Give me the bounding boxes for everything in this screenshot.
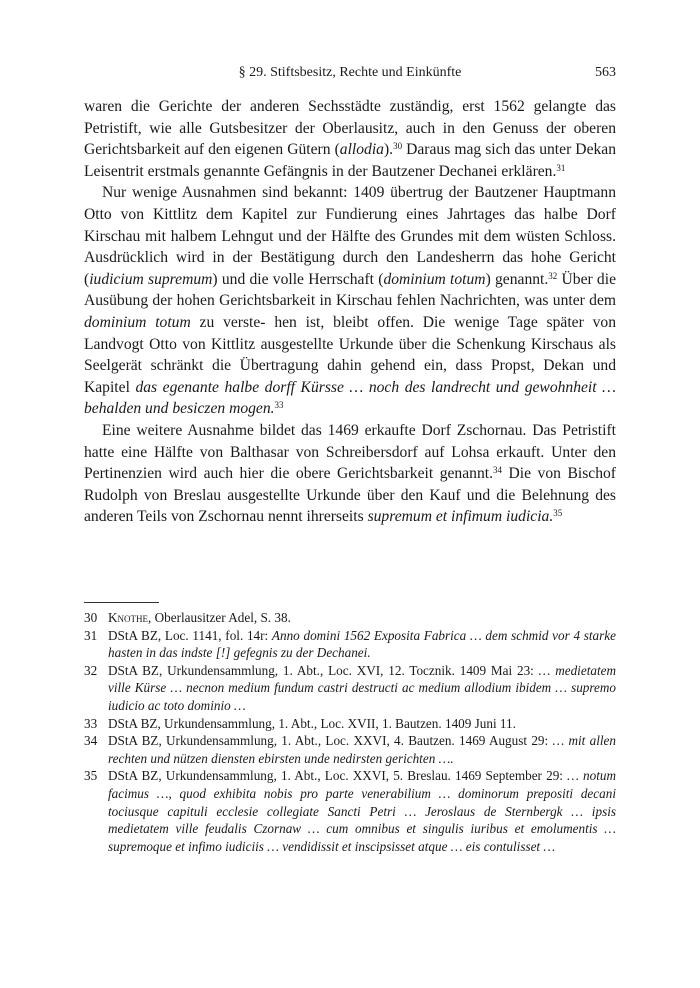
footnote-divider	[84, 602, 159, 603]
italic-run: das egenante halbe dorff Kürsse … noch des landrecht und gewohnheit … behalden und besiczen mogen.	[84, 378, 617, 418]
footnote-33	[84, 715, 616, 733]
running-title: § 29. Stiftsbesitz, Rechte und Einkünfte	[238, 65, 462, 80]
footnote-30	[84, 609, 616, 627]
text-run: , Oberlausitzer Adel, S. 38.	[148, 610, 291, 625]
text-run: Nur wenige Ausnahmen sind bekannt: 1409 übertrug der Bautzener Hauptmann Otto von Kittlitz dem Kapitel zur Fundierung eines Jahrtages das halbe Dorf Kirschau mit halbem Lehngut und der Hälfte des Grundes mit dem wüsten Schloss. Ausdrücklich wird in der Bestätigung durch den Landesherrn das hohe Gericht (	[84, 184, 616, 288]
paragraph-1	[84, 96, 616, 182]
footnote-31	[84, 627, 616, 662]
footnote-ref[interactable]: 30	[393, 141, 403, 152]
italic-run: supremum et infimum iudicia.	[367, 508, 554, 526]
author-name: Knothe	[108, 610, 149, 625]
text-run: ).	[383, 141, 394, 159]
text-run: waren die Gerichte der anderen Sechsstädte zuständig, erst 1562 gelangte das Petristift, wie alle Gutsbesitzer der Oberlausitz, auch in den Genuss der oberen Gerichtsbarkeit auf den eigenen Gütern (	[84, 98, 616, 159]
italic-run: … mit allen rechten und nützen diensten ebirsten unde nedirsten gerichten ….	[108, 733, 616, 766]
footnote-ref[interactable]: 33	[274, 400, 284, 411]
footnotes	[84, 609, 616, 855]
text-run: DStA BZ, Urkundensammlung, 1. Abt., Loc. XVII, 1. Bautzen. 1409 Juni 11.	[108, 715, 516, 731]
footnote-text	[108, 732, 616, 767]
footnote-ref[interactable]: 35	[553, 508, 563, 519]
italic-run: … medietatem ville Kürse … necnon medium fundum castri destructi ac medium allodium ibidem … supremo iudicio ac toto dominio …	[108, 662, 616, 713]
footnote-text	[108, 767, 616, 855]
paragraph-3	[84, 420, 616, 528]
paragraph-2	[84, 182, 616, 420]
text-run: zu verste- hen ist, bleibt offen. Die wenige Tage später von Landvogt Otto von Kittlitz ausgestellte Urkunde über die Schenkung Kirschaus als Seelgerät schränkt die Übertragung dahin gehend ein, dass Propst, Dekan und Kapitel	[84, 313, 616, 396]
text-run: Die von Bischof Rudolph von Breslau ausgestellte Urkunde über den Kauf und die Belehnung des anderen Teils von Zschornau nennt ihrerseits	[84, 465, 616, 526]
footnote-number: 35	[84, 768, 98, 784]
italic-run: … notum facimus …, quod exhibita nobis pro parte venerabilium … dominorum prepositi decani tociusque capituli ecclesie collegiate Sancti Petri … Jeroslaus de Sternbergk … ipsis medietatem ville feudalis Czornaw … cum omnibus et singulis iuribus et emolumentis … supremoque et infimo iudiciis … vendidissit et inscipsisset atque … eis contulisset …	[108, 768, 616, 854]
italic-run: Anno domini 1562 Exposita Fabrica … dem schmid vor 4 starke hasten in das indste [!] gefegnis zu der Dechanei.	[108, 627, 616, 661]
footnote-32	[84, 662, 616, 715]
italic-run: dominium totum	[84, 313, 191, 331]
text-run: DStA BZ, Urkundensammlung, 1. Abt., Loc. XVI, 12. Tocznik. 1409 Mai 23:	[108, 662, 539, 678]
italic-run: iudicium supremum	[89, 270, 213, 288]
footnote-ref[interactable]: 32	[548, 270, 558, 281]
footnote-ref[interactable]: 34	[492, 465, 502, 476]
text-run: ) und die volle Herrschaft (	[212, 270, 384, 288]
footnote-text	[108, 715, 616, 733]
footnote-number: 30	[84, 610, 98, 625]
footnote-34	[84, 732, 616, 767]
main-text	[84, 96, 616, 528]
footnote-number: 34	[84, 733, 98, 749]
page-number: 563	[595, 65, 616, 80]
running-header	[84, 64, 616, 82]
footnote-number: 31	[84, 627, 98, 643]
italic-run: allodia	[339, 141, 384, 159]
footnote-ref[interactable]: 31	[556, 162, 566, 173]
footnote-text	[108, 609, 616, 627]
text-run: Eine weitere Ausnahme bildet das 1469 erkaufte Dorf Zschornau. Das Petristift hatte eine Hälfte von Balthasar von Schreibersdorf auf Lohsa erkauft. Unter den Pertinenzien wird auch hier die obere Gerichtsbarkeit genannt.	[84, 421, 616, 483]
footnote-number: 33	[84, 715, 98, 731]
footnote-35	[84, 767, 616, 855]
footnote-text	[108, 662, 616, 715]
text-run: DStA BZ, Urkundensammlung, 1. Abt., Loc. XXVI, 4. Bautzen. 1469 August 29:	[108, 733, 553, 749]
footnote-text	[108, 627, 616, 662]
text-run: Über die Ausübung der hohen Gerichtsbarkeit in Kirschau fehlen Nachrichten, was unter dem	[84, 270, 616, 310]
italic-run: dominium totum	[383, 270, 486, 288]
text-run: DStA BZ, Urkundensammlung, 1. Abt., Loc. XXVI, 5. Breslau. 1469 September 29:	[108, 768, 568, 784]
text-run: Daraus mag sich das unter Dekan Leisentrit erstmals genannte Gefängnis in der Bautzener Dechanei erklären.	[84, 141, 617, 180]
footnote-number: 32	[84, 662, 98, 678]
text-run: DStA BZ, Loc. 1141, fol. 14r:	[108, 627, 272, 643]
text-run: ) genannt.	[485, 270, 549, 288]
